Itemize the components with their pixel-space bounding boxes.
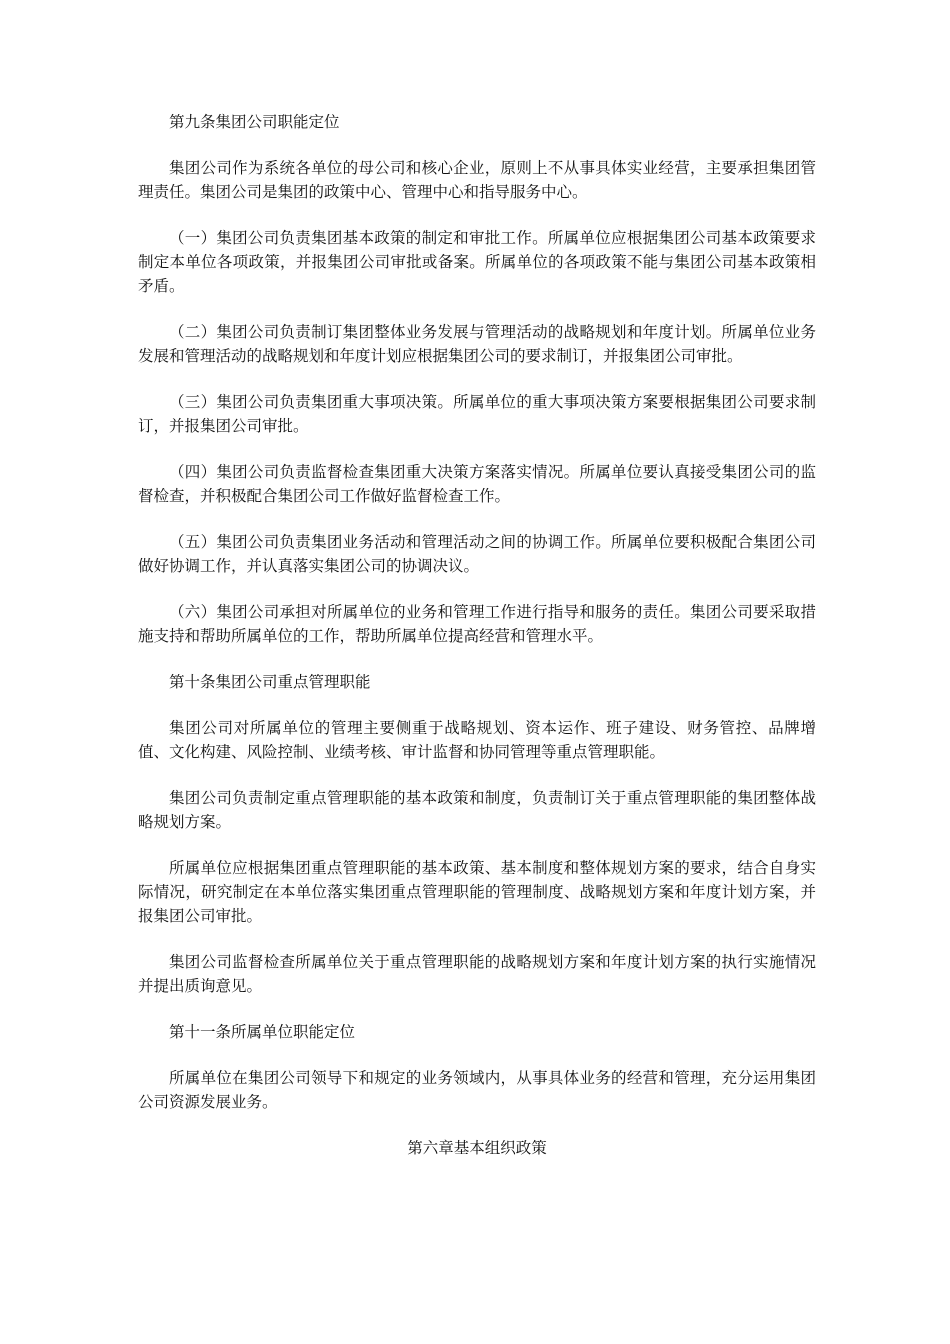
article-10-heading: 第十条集团公司重点管理职能	[169, 673, 371, 691]
document-page	[138, 110, 816, 1160]
article-10-paragraph-2: 集团公司负责制定重点管理职能的基本政策和制度，负责制订关于重点管理职能的集团整体战略规划方案。	[138, 789, 816, 831]
article-10-paragraph-4: 集团公司监督检查所属单位关于重点管理职能的战略规划方案和年度计划方案的执行实施情况并提出质询意见。	[138, 953, 816, 995]
article-11-heading: 第十一条所属单位职能定位	[169, 1023, 356, 1041]
article-9-heading: 第九条集团公司职能定位	[169, 113, 340, 131]
article-10-paragraph-1: 集团公司对所属单位的管理主要侧重于战略规划、资本运作、班子建设、财务管控、品牌增值、文化构建、风险控制、业绩考核、审计监督和协同管理等重点管理职能。	[138, 719, 816, 761]
article-9-item-1: （一）集团公司负责集团基本政策的制定和审批工作。所属单位应根据集团公司基本政策要求制定本单位各项政策，并报集团公司审批或备案。所属单位的各项政策不能与集团公司基本政策相矛盾。	[138, 229, 816, 295]
article-9-item-5: （五）集团公司负责集团业务活动和管理活动之间的协调工作。所属单位要积极配合集团公司做好协调工作，并认真落实集团公司的协调决议。	[138, 533, 816, 575]
article-9-item-3: （三）集团公司负责集团重大事项决策。所属单位的重大事项决策方案要根据集团公司要求制订，并报集团公司审批。	[138, 393, 816, 435]
article-9-intro: 集团公司作为系统各单位的母公司和核心企业，原则上不从事具体实业经营，主要承担集团管理责任。集团公司是集团的政策中心、管理中心和指导服务中心。	[138, 159, 816, 201]
article-11-paragraph: 所属单位在集团公司领导下和规定的业务领域内，从事具体业务的经营和管理，充分运用集团公司资源发展业务。	[138, 1069, 816, 1111]
chapter-6-heading: 第六章基本组织政策	[407, 1139, 547, 1157]
article-9-item-2: （二）集团公司负责制订集团整体业务发展与管理活动的战略规划和年度计划。所属单位业务发展和管理活动的战略规划和年度计划应根据集团公司的要求制订，并报集团公司审批。	[138, 323, 816, 365]
article-9-item-4: （四）集团公司负责监督检查集团重大决策方案落实情况。所属单位要认真接受集团公司的监督检查，并积极配合集团公司工作做好监督检查工作。	[138, 463, 816, 505]
article-10-paragraph-3: 所属单位应根据集团重点管理职能的基本政策、基本制度和整体规划方案的要求，结合自身实际情况，研究制定在本单位落实集团重点管理职能的管理制度、战略规划方案和年度计划方案，并报集团公司审批。	[138, 859, 816, 925]
article-9-item-6: （六）集团公司承担对所属单位的业务和管理工作进行指导和服务的责任。集团公司要采取措施支持和帮助所属单位的工作，帮助所属单位提高经营和管理水平。	[138, 603, 816, 645]
